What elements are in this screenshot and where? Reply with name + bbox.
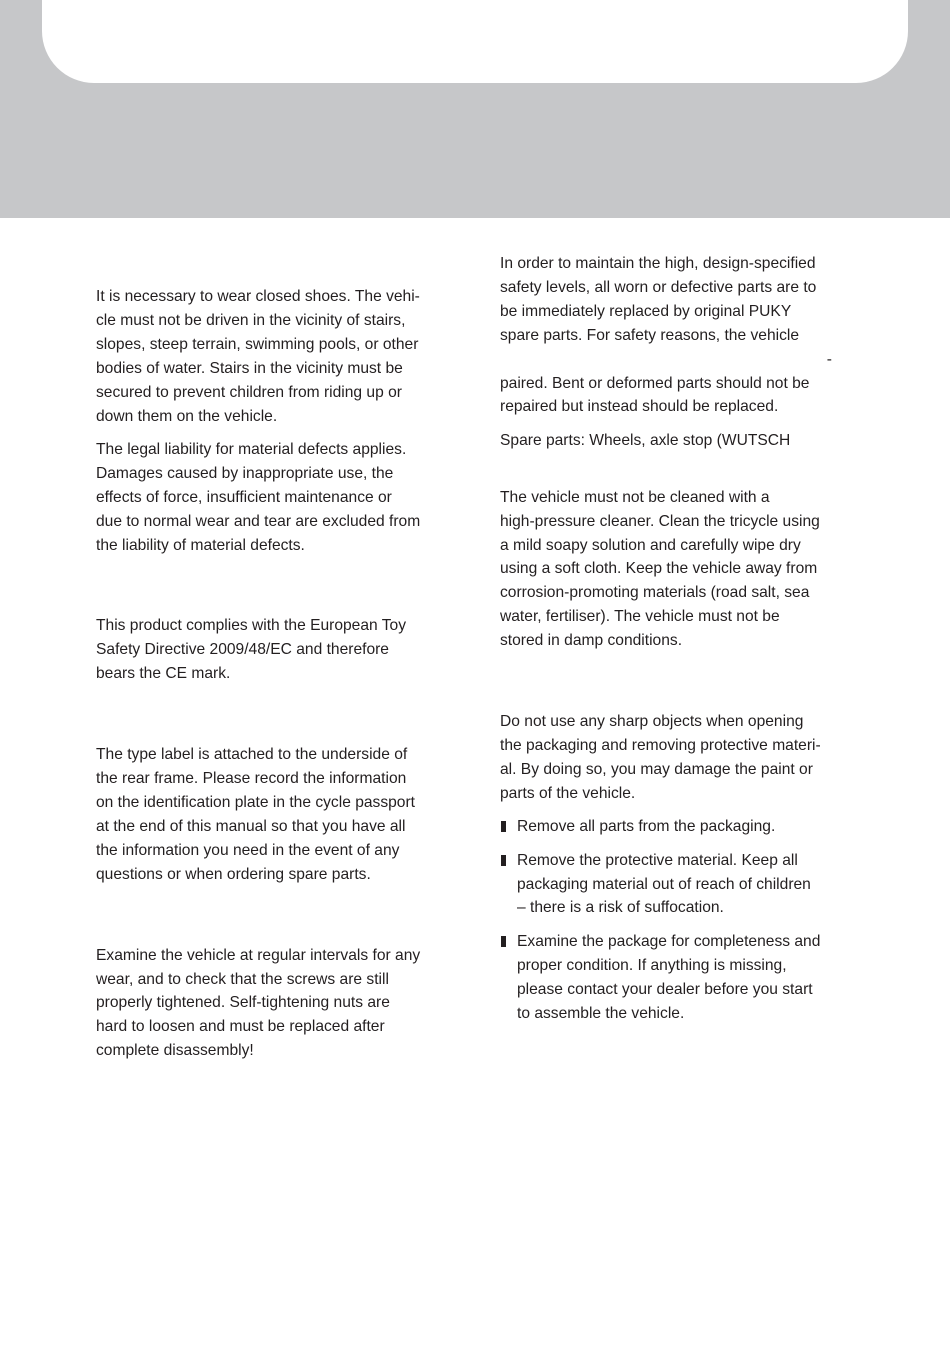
bullet-icon xyxy=(501,936,506,947)
list-item: Remove the protective material. Keep all packaging material out of reach of children – there is a risk of suffocation. xyxy=(500,849,856,921)
header-card xyxy=(42,0,908,83)
ce-mark-paragraph: This product complies with the European Toy Safety Directive 2009/48/EC and therefore bears the CE mark. xyxy=(96,617,407,683)
unpacking-steps xyxy=(500,815,856,1025)
cleaning-paragraph: The vehicle must not be cleaned with a high-pressure cleaner. Clean the tricycle using a mild soapy solution and carefully wipe dry using a soft cloth. Keep the vehicle away from corrosion-promoting materials (road salt, sea water, fertiliser). The vehicle must not be stored in damp conditions. xyxy=(500,488,820,650)
bullet-icon xyxy=(501,821,506,832)
spare-parts-paragraph: In order to maintain the high, design-specified safety levels, all worn or defective parts are to be immediately replaced by original PUKY spare parts. For safety reasons, the vehicle - paired. Bent or deformed parts should not be repaired but instead should be replaced. xyxy=(500,255,832,416)
unpacking-paragraph: Do not use any sharp objects when opening the packaging and removing protective materi- al. By doing so, you may damage the paint or parts of the vehicle. xyxy=(500,713,821,802)
liability-paragraph: The legal liability for material defects applies. Damages caused by inappropriate use, the effects of force, insufficient maintenance or due to normal wear and tear are excluded from the liability of material defects. xyxy=(96,440,421,554)
type-label-paragraph: The type label is attached to the underside of the rear frame. Please record the information on the identification plate in the cycle passport at the end of this manual so that you have all the information you need in the event of any questions or when ordering spare parts. xyxy=(96,746,416,883)
hyphen-mark: - xyxy=(826,350,832,368)
left-column xyxy=(96,285,452,1063)
list-item: Remove all parts from the packaging. xyxy=(500,815,856,839)
right-column xyxy=(500,252,856,1035)
safety-shoes-paragraph: It is necessary to wear closed shoes. The vehi- cle must not be driven in the vicinity of stairs, slopes, steep terrain, swimming pools, or other bodies of water. Stairs in the vicinity must be secured to prevent children from riding up or down them on the vehicle. xyxy=(96,288,420,425)
bullet-icon xyxy=(501,855,506,866)
list-item: Examine the package for completeness and proper condition. If anything is missing, please contact your dealer before you start to assemble the vehicle. xyxy=(500,930,856,1026)
spare-parts-list: Spare parts: Wheels, axle stop (WUTSCH xyxy=(500,431,791,449)
inspection-paragraph: Examine the vehicle at regular intervals for any wear, and to check that the screws are still properly tightened. Self-tightening nuts are hard to loosen and must be replaced after complete disassembly! xyxy=(96,946,421,1060)
